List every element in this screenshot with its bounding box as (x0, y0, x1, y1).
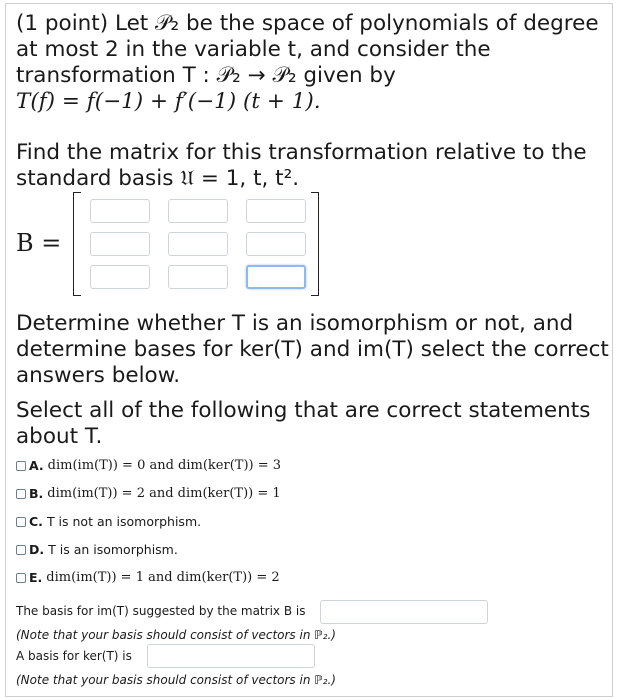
basis-im-note: (Note that your basis should consist of vectors in ℙ₂.) (16, 628, 336, 642)
basis-im-input[interactable] (320, 600, 488, 624)
option-d-checkbox[interactable] (16, 545, 26, 555)
select-all-text: Select all of the following that are correct statements about T. (16, 398, 591, 449)
basis-ker-input[interactable] (147, 644, 315, 668)
option-b-text: dim(im(T)) = 2 and dim(ker(T)) = 1 (47, 486, 281, 501)
matrix-cell-2-1[interactable] (90, 232, 150, 256)
points-label: (1 point) (16, 11, 109, 36)
matrix-cell-1-1[interactable] (90, 199, 150, 223)
option-b-letter: B. (29, 486, 44, 501)
option-d-text: T is an isomorphism. (48, 542, 178, 557)
option-b[interactable] (16, 486, 281, 501)
basis-ker-label: A basis for ker(T) is (16, 649, 132, 663)
matrix-left-bracket (73, 192, 81, 296)
matrix-cell-2-2[interactable] (168, 232, 228, 256)
option-a-checkbox[interactable] (16, 461, 26, 471)
option-a-text: dim(im(T)) = 0 and dim(ker(T)) = 3 (47, 458, 282, 473)
option-e-checkbox[interactable] (16, 573, 26, 583)
option-e-letter: E. (29, 570, 43, 585)
problem-statement (16, 11, 611, 115)
transformation-formula: T(f) = f(−1) + f′(−1) (t + 1). (16, 89, 321, 114)
basis-ker-note: (Note that your basis should consist of vectors in ℙ₂.) (16, 673, 336, 687)
basis-im-label: The basis for im(T) suggested by the matrix B is (16, 604, 306, 618)
matrix-cell-3-1[interactable] (90, 265, 150, 289)
option-a[interactable] (16, 458, 281, 473)
option-b-checkbox[interactable] (16, 489, 26, 499)
option-e[interactable] (16, 570, 280, 585)
option-c-text: T is not an isomorphism. (46, 514, 202, 529)
problem-intro: Let 𝒫₂ be the space of polynomials of degree at most 2 in the variable t, and consider the transformation T : 𝒫₂ → 𝒫₂ given by (16, 11, 599, 88)
matrix-cell-3-2[interactable] (168, 265, 228, 289)
option-c-letter: C. (29, 514, 43, 529)
matrix-cell-1-2[interactable] (168, 199, 228, 223)
matrix-label: B = (16, 229, 62, 257)
option-c[interactable] (16, 514, 201, 529)
matrix-cell-2-3[interactable] (246, 232, 306, 256)
option-c-checkbox[interactable] (16, 517, 26, 527)
determine-text: Determine whether T is an isomorphism or not, and determine bases for ker(T) and im(T) select the correct answers below. (16, 311, 609, 388)
option-d[interactable] (16, 542, 178, 557)
find-matrix-text: Find the matrix for this transformation relative to the standard basis 𝔘 = 1, t, t². (16, 140, 587, 191)
option-a-letter: A. (29, 458, 44, 473)
option-d-letter: D. (29, 542, 45, 557)
matrix-cell-3-3[interactable] (246, 265, 306, 289)
matrix-right-bracket (311, 192, 319, 296)
matrix-cell-1-3[interactable] (246, 199, 306, 223)
option-e-text: dim(im(T)) = 1 and dim(ker(T)) = 2 (46, 570, 280, 585)
